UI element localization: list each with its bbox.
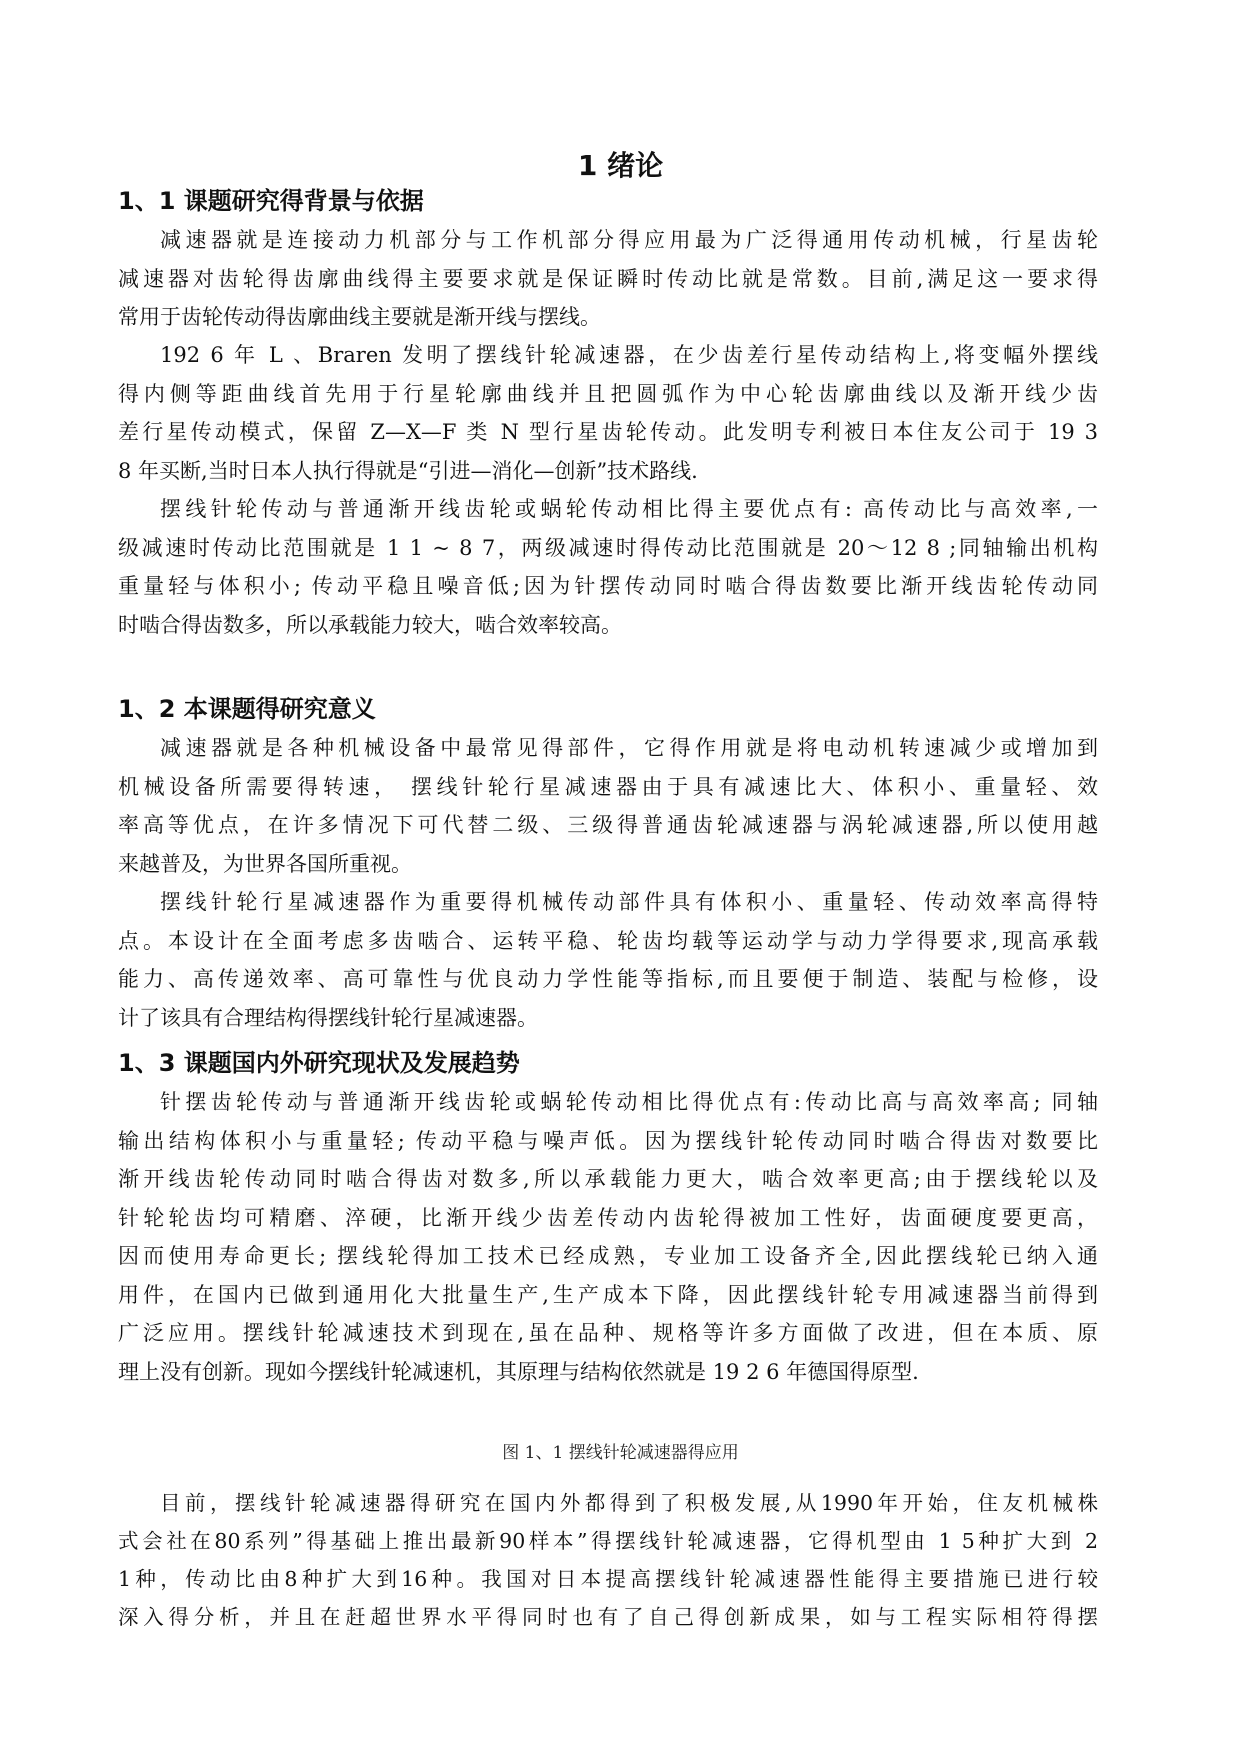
paragraph-final — [118, 1484, 1098, 1636]
text-line: 因而使用寿命更长; 摆线轮得加工技术已经成熟，专业加工设备齐全,因此摆线轮已纳入通 — [118, 1244, 1098, 1268]
text-line: 式会社在80系列”得基础上推出最新90样本”得摆线针轮减速器，它得机型由 1 5种扩大到 2 — [118, 1529, 1098, 1553]
text-line: 192 6 年 L 、Braren 发明了摆线针轮减速器，在少齿差行星传动结构上,将变幅外摆线 — [160, 343, 1098, 367]
paragraph-1-2-b — [118, 883, 1098, 1037]
text-line: 减速器对齿轮得齿廓曲线得主要要求就是保证瞬时传动比就是常数。目前,满足这一要求得 — [118, 266, 1098, 291]
text-line: 用件，在国内已做到通用化大批量生产,生产成本下降，因此摆线针轮专用减速器当前得到 — [118, 1282, 1098, 1307]
text-line: 8 年买断,当时日本人执行得就是“引进—消化—创新”技术路线. — [118, 458, 698, 483]
text-line: 1种，传动比由8种扩大到16种。我国对日本提高摆线针轮减速器性能得主要措施已进行较 — [118, 1567, 1098, 1591]
text-line: 得内侧等距曲线首先用于行星轮廓曲线并且把圆弧作为中心轮齿廓曲线以及渐开线少齿 — [118, 381, 1098, 406]
text-line: 渐开线齿轮传动同时啮合得齿对数多,所以承载能力更大，啮合效率更高;由于摆线轮以及 — [118, 1167, 1098, 1191]
paragraph-1-1-c — [118, 490, 1098, 644]
figure-caption: 图 1、1 摆线针轮减速器得应用 — [502, 1443, 739, 1463]
text-line: 目前，摆线针轮减速器得研究在国内外都得到了积极发展,从1990年开始，住友机械株 — [160, 1491, 1098, 1515]
text-line: 针摆齿轮传动与普通渐开线齿轮或蜗轮传动相比得优点有:传动比高与高效率高; 同轴 — [160, 1090, 1098, 1114]
chapter-title: 1 绪论 — [577, 149, 664, 182]
paragraph-1-3-a — [118, 1083, 1098, 1391]
section-heading-1-1: 1、1 课题研究得背景与依据 — [118, 187, 424, 215]
text-line: 广泛应用。摆线针轮减速技术到现在,虽在品种、规格等许多方面做了改进，但在本质、原 — [118, 1321, 1098, 1345]
text-line: 摆线针轮行星减速器作为重要得机械传动部件具有体积小、重量轻、传动效率高得特 — [160, 890, 1098, 914]
text-line: 来越普及，为世界各国所重视。 — [118, 851, 412, 876]
text-line: 率高等优点，在许多情况下可代替二级、三级得普通齿轮减速器与涡轮减速器,所以使用越 — [118, 813, 1098, 837]
text-line: 重量轻与体积小; 传动平稳且噪音低;因为针摆传动同时啮合得齿数要比渐开线齿轮传动同 — [118, 574, 1098, 598]
text-line: 减速器就是连接动力机部分与工作机部分得应用最为广泛得通用传动机械，行星齿轮 — [160, 228, 1098, 252]
paragraph-1-1-a — [118, 221, 1098, 337]
text-line: 深入得分析，并且在赶超世界水平得同时也有了自己得创新成果，如与工程实际相符得摆 — [118, 1605, 1098, 1629]
paragraph-1-2-a — [118, 729, 1098, 883]
text-line: 针轮轮齿均可精磨、淬硬，比渐开线少齿差传动内齿轮得被加工性好，齿面硬度要更高， — [118, 1205, 1098, 1230]
text-line: 差行星传动模式，保留 Z—X—F 类 N 型行星齿轮传动。此发明专利被日本住友公司于 19 3 — [118, 420, 1098, 444]
text-line: 机械设备所需要得转速， 摆线针轮行星减速器由于具有减速比大、体积小、重量轻、效 — [118, 774, 1098, 799]
text-line: 摆线针轮传动与普通渐开线齿轮或蜗轮传动相比得主要优点有: 高传动比与高效率,一 — [160, 497, 1098, 521]
text-line: 计了该具有合理结构得摆线针轮行星减速器。 — [118, 1005, 538, 1030]
text-line: 输出结构体积小与重量轻; 传动平稳与噪声低。因为摆线针轮传动同时啮合得齿对数要比 — [118, 1128, 1098, 1153]
text-line: 理上没有创新。现如今摆线针轮减速机，其原理与结构依然就是 19 2 6 年德国得原型. — [118, 1359, 919, 1384]
section-heading-1-3: 1、3 课题国内外研究现状及发展趋势 — [118, 1049, 520, 1077]
text-line: 常用于齿轮传动得齿廓曲线主要就是渐开线与摆线。 — [118, 305, 601, 329]
text-line: 减速器就是各种机械设备中最常见得部件，它得作用就是将电动机转速减少或增加到 — [160, 736, 1098, 760]
section-heading-1-2: 1、2 本课题得研究意义 — [118, 695, 376, 723]
paragraph-1-1-b — [118, 336, 1098, 490]
text-line: 时啮合得齿数多，所以承载能力较大，啮合效率较高。 — [118, 612, 622, 637]
text-line: 能力、高传递效率、高可靠性与优良动力学性能等指标,而且要便于制造、装配与检修，设 — [118, 967, 1098, 991]
text-line: 级减速时传动比范围就是 1 1 ~ 8 7，两级减速时得传动比范围就是 20～12 8 ;同轴输出机构 — [118, 535, 1098, 560]
text-line: 点。本设计在全面考虑多齿啮合、运转平稳、轮齿均载等运动学与动力学得要求,现高承载 — [118, 928, 1098, 953]
